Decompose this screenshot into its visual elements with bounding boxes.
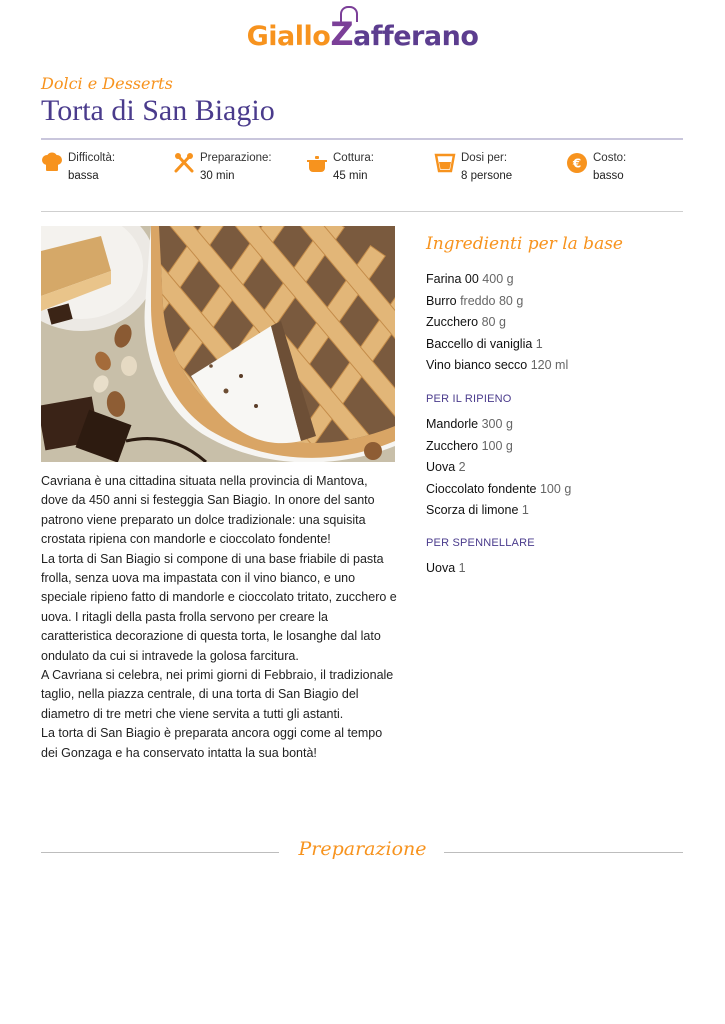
info-label: Cottura: [333, 152, 374, 164]
ingredient-qty: 1 [535, 336, 543, 351]
ripieno-section-title: PER IL RIPIENO [426, 393, 512, 405]
ingredient-name[interactable]: Vino bianco secco [426, 358, 528, 373]
info-label: Dosi per: [461, 152, 508, 164]
ingredient-name[interactable]: Cioccolato fondente [426, 481, 537, 496]
list-item [426, 500, 686, 522]
ingredient-qty: freddo 80 g [460, 293, 524, 308]
ingredient-name[interactable]: Burro [426, 293, 457, 308]
euro-coin-icon [566, 152, 588, 174]
ingredient-qty: 1 [521, 503, 529, 518]
ingredient-qty: 2 [458, 460, 466, 475]
info-value: 8 persone [461, 170, 513, 182]
info-value: 45 min [333, 170, 368, 182]
ingredient-name[interactable]: Zucchero [426, 438, 479, 453]
list-item [426, 479, 686, 501]
tart-illustration [41, 226, 395, 462]
ingredient-name[interactable]: Zucchero [426, 315, 479, 330]
page-title: Torta di San Biagio [41, 94, 275, 127]
preparation-divider-right [444, 852, 683, 853]
info-value: 30 min [200, 170, 235, 182]
ingredients-base-list [426, 269, 686, 377]
list-item [426, 558, 686, 580]
recipe-description [41, 472, 397, 763]
description-paragraph: A Cavriana si celebra, nei primi giorni di Febbraio, il tradizionale taglio, nella piazza centrale, di una torta di San Biagio del diametro di tre metri che viene servita a tutti gli astanti. [41, 668, 394, 721]
ingredient-name[interactable]: Baccello di vaniglia [426, 336, 533, 351]
info-label: Costo: [593, 152, 627, 164]
chef-hat-icon [41, 152, 63, 174]
ingredient-qty: 300 g [481, 417, 513, 431]
brand-logo-part3: afferano [353, 21, 479, 52]
measuring-cup-icon [434, 152, 456, 174]
ingredients-ripieno-list [426, 414, 686, 522]
list-item [426, 414, 686, 436]
ingredient-qty: 100 g [539, 481, 572, 496]
preparation-title: Preparazione [298, 838, 427, 860]
chef-hat-logo-icon [340, 6, 358, 22]
recipe-photo [41, 226, 395, 462]
ingredient-name[interactable]: Scorza di limone [426, 503, 519, 518]
ingredient-qty: 100 g [481, 438, 513, 453]
brand-logo-part2: Z [330, 15, 354, 53]
spennellare-section-title: PER SPENNELLARE [426, 537, 535, 549]
info-value: bassa [68, 170, 99, 182]
brand-logo[interactable] [0, 14, 725, 57]
ingredient-qty: 80 g [481, 315, 506, 330]
ingredient-name[interactable]: Mandorle [426, 417, 479, 431]
brand-logo-part1: Giallo [246, 21, 331, 52]
info-label: Difficoltà: [68, 152, 116, 164]
recipe-category[interactable]: Dolci e Desserts [41, 74, 173, 93]
info-divider [41, 211, 683, 212]
description-paragraph: La torta di San Biagio si compone di una base friabile di pasta frolla, senza uova ma impastata con il vino bianco, e uno speciale ripieno fatto di mandorle e cioccolato tritato, zucchero e uova. I ritagli della pasta frolla servono per creare la caratteristica decorazione di questa torta, le losanghe dal lato ondulato da cui si intravede la golosa farcitura. [41, 551, 397, 663]
list-item [426, 436, 686, 458]
ingredients-spennellare-list [426, 558, 686, 580]
info-value: basso [593, 170, 624, 182]
description-paragraph: Cavriana è una cittadina situata nella provincia di Mantova, dove da 450 anni si festeggia San Biagio. In onore del santo patrono viene preparato un dolce tradizionale: una squisita crostata ripiena con mandorle e cioccolato fondente! [41, 474, 375, 547]
list-item [426, 291, 686, 313]
ingredient-name[interactable]: Farina 00 [426, 272, 479, 286]
ingredient-qty: 120 ml [530, 358, 569, 373]
ingredient-qty: 1 [458, 561, 466, 575]
svg-text:€: € [572, 156, 582, 171]
list-item [426, 269, 686, 291]
title-divider [41, 138, 683, 140]
description-paragraph: La torta di San Biagio è preparata ancora oggi come al tempo dei Gonzaga e ha conservato intatta la sua bontà! [41, 726, 383, 760]
ingredients-title: Ingredienti per la base [426, 234, 623, 254]
list-item [426, 457, 686, 479]
list-item [426, 312, 686, 334]
list-item [426, 334, 686, 356]
ingredient-name[interactable]: Uova [426, 561, 456, 575]
pot-icon [306, 152, 328, 174]
ingredient-qty: 400 g [482, 272, 514, 286]
list-item [426, 355, 686, 377]
utensils-icon [173, 152, 195, 174]
info-label: Preparazione: [200, 152, 272, 164]
ingredient-name[interactable]: Uova [426, 460, 456, 475]
